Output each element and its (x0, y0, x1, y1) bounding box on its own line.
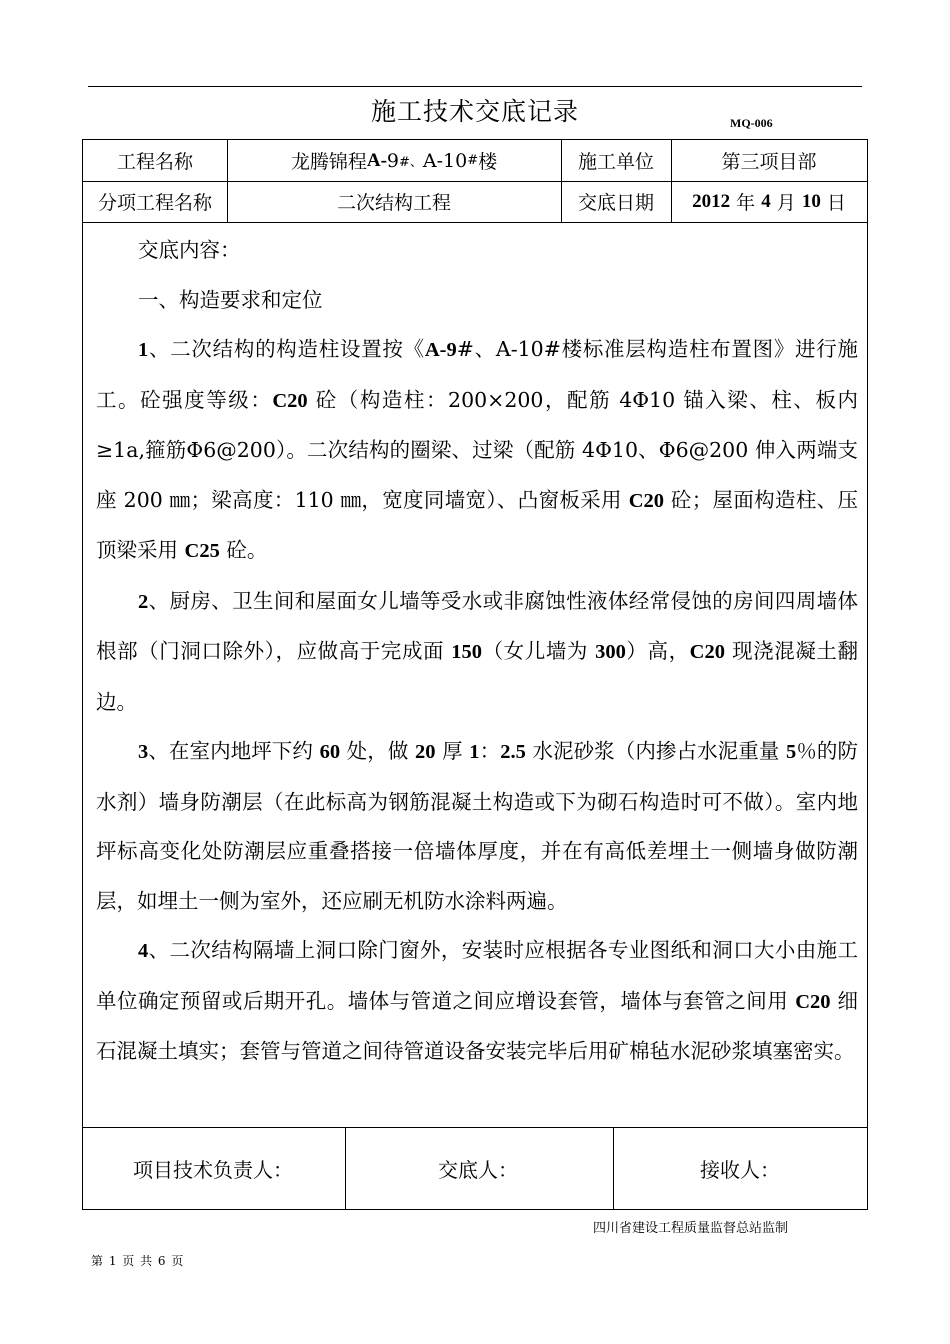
item-3-number: 3 (138, 741, 149, 763)
construction-unit-label: 施工单位 (577, 151, 654, 173)
date-day-unit: 日 (820, 192, 846, 214)
tech-lead-signature-field: 项目技术负责人： (133, 1157, 293, 1182)
form-code: MQ-006 (730, 116, 773, 130)
page-number: 第 1 页 共 6 页 (91, 1254, 185, 1268)
project-name-a10: A-10 (422, 149, 468, 172)
date-month-unit: 月 (770, 192, 802, 214)
handover-date-label: 交底日期 (577, 192, 654, 214)
handover-content (96, 226, 858, 1077)
project-name-hash-2: # (467, 153, 479, 168)
date-year-unit: 年 (730, 192, 762, 214)
presenter-signature-field: 交底人： (438, 1157, 518, 1182)
content-item-4: 4、二次结构隔墙上洞口除门窗外，安装时应根据各专业图纸和洞口大小由施工单位确定预留或后期开孔。墙体与管道之间应增设套管，墙体与套管之间用 C20 细石混凝土填实；套管与管道之间待管道设备安装完毕后用矿棉毡水泥砂浆填塞密实。 (96, 938, 858, 1063)
sub-project-label: 分项工程名称 (97, 192, 212, 214)
top-rule (88, 86, 862, 87)
project-name-value (227, 140, 561, 181)
document-title: 施工技术交底记录 (370, 97, 579, 126)
item-2-number: 2 (138, 590, 149, 613)
item-1-number: 1 (138, 339, 149, 361)
header-bottom-divider (83, 222, 867, 223)
content-item-1: 1、二次结构的构造柱设置按《A-9#、A-10#楼标准层构造柱布置图》进行施工。砼强度等级：C20 砼（构造柱：200×200，配筋 4Φ10 锚入梁、柱、板内≥1a,箍筋Φ6@200）。二次结构的圈梁、过梁（配筋 4Φ10、Φ6@200 伸入两端支座 200 ㎜；梁高度：110 ㎜，宽度同墙宽）、凸窗板采用 C20 砼；屋面构造柱、压顶梁采用 C25 砼。 (96, 337, 859, 562)
date-year: 2012 (692, 190, 731, 212)
project-name-hash-1: #、 (399, 155, 423, 170)
project-name-a9-num: 9 (386, 149, 399, 172)
handover-date-value (671, 181, 867, 222)
project-name-suffix: 楼 (478, 151, 498, 173)
project-name-prefix: 龙腾锦程 (290, 151, 367, 173)
construction-unit-value: 第三项目部 (721, 151, 817, 173)
date-month: 4 (761, 190, 771, 212)
content-item-3: 3、在室内地坪下约 60 处，做 20 厚 1：2.5 水泥砂浆（内掺占水泥重量 5％的防水剂）墙身防潮层（在此标高为钢筋混凝土构造或下为砌石构造时可不做）。室内地坪标高变化处防潮层应重叠搭接一倍墙体厚度，并在有高低差埋土一侧墙身做防潮层，如埋土一侧为室外，还应刷无机防水涂料两遍。 (96, 739, 858, 913)
content-item-2: 2、厨房、卫生间和屋面女儿墙等受水或非腐蚀性液体经常侵蚀的房间四周墙体根部（门洞口除外），应做高于完成面 150（女儿墙为 300）高，C20 现浇混凝土翻边。 (96, 588, 858, 714)
project-name-a9: A- (366, 149, 387, 171)
item-4-number: 4 (138, 940, 149, 962)
section-1-heading: 一、构造要求和定位 (138, 287, 323, 312)
content-heading: 交底内容： (138, 238, 241, 262)
date-day: 10 (801, 190, 821, 212)
supervising-organization: 四川省建设工程质量监督总站监制 (593, 1221, 789, 1236)
project-name-label: 工程名称 (116, 151, 193, 173)
receiver-signature-field: 接收人： (700, 1157, 780, 1182)
sub-project-value: 二次结构工程 (336, 192, 451, 214)
